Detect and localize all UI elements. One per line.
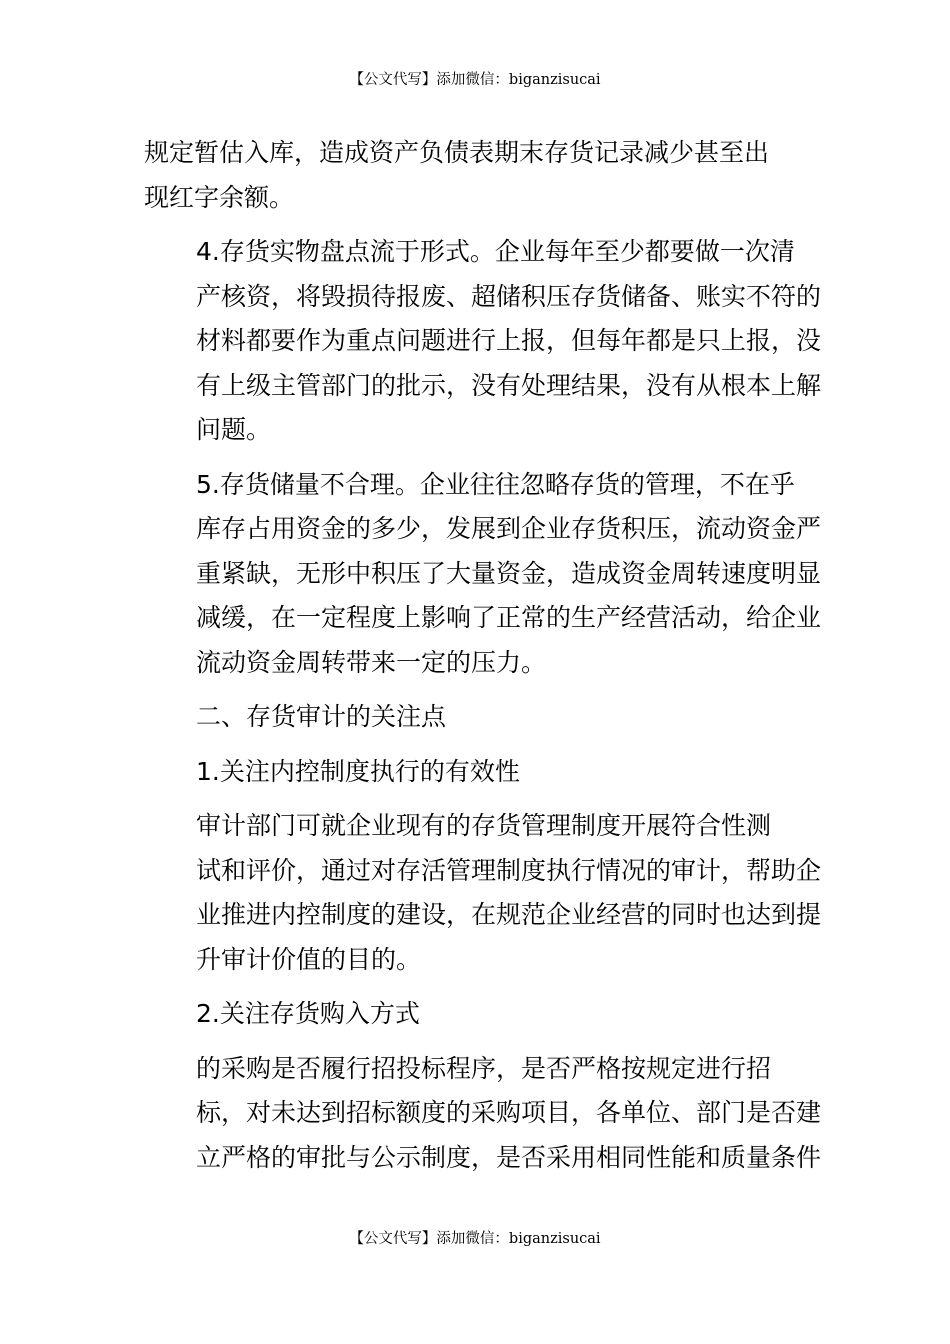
paragraph [144, 804, 822, 982]
document-body [144, 131, 822, 1190]
text-line: 流动资金周转带来一定的压力。 [196, 647, 547, 677]
text-line: 材料都要作为重点问题进行上报，但每年都是只上报，没 [196, 326, 822, 355]
text-line: 减缓，在一定程度上影响了正常的生产经营活动，给企业 [196, 603, 822, 632]
text-line: 的采购是否履行招投标程序，是否严格按规定进行招 [196, 1053, 772, 1083]
page-footer: 【公文代写】添加微信：biganzisucai [349, 1231, 601, 1247]
text-line: 业推进内控制度的建设，在规范企业经营的同时也达到提 [196, 900, 822, 929]
text-line: 4.存货实物盘点流于形式。企业每年至少都要做一次清 [196, 237, 795, 266]
text-line: 问题。 [196, 415, 272, 444]
text-line: 5.存货储量不合理。企业往往忽略存货的管理，不在乎 [196, 469, 795, 499]
text-line: 升审计价值的目的。 [196, 944, 422, 974]
paragraph [144, 131, 810, 220]
text-line: 试和评价，通过对存活管理制度执行情况的审计，帮助企 [196, 855, 822, 885]
paragraph [144, 1047, 822, 1181]
text-line: 审计部门可就企业现有的存货管理制度开展符合性测 [196, 811, 772, 840]
text-line: 产核资，将毁损待报废、超储积压存货储备、账实不符的 [196, 281, 822, 311]
text-line: 库存占用资金的多少，发展到企业存货积压，流动资金严 [196, 514, 822, 543]
paragraph [144, 695, 810, 740]
text-line: 1.关注内控制度执行的有效性 [196, 756, 520, 786]
paragraph [144, 992, 810, 1037]
text-line: 标，对未达到招标额度的采购项目，各单位、部门是否建 [196, 1098, 822, 1127]
text-line: 二、存货审计的关注点 [196, 702, 447, 731]
text-line: 现红字余额。 [144, 182, 295, 212]
paragraph [144, 230, 822, 453]
text-line: 规定暂估入库，造成资产负债表期末存货记录减少甚至出 [144, 138, 770, 167]
text-line: 有上级主管部门的批示，没有处理结果，没有从根本上解 [196, 370, 822, 400]
paragraph [144, 463, 822, 686]
text-line: 2.关注存货购入方式 [196, 999, 420, 1028]
paragraph [144, 750, 810, 795]
page-header: 【公文代写】添加微信：biganzisucai [349, 72, 601, 88]
text-line: 重紧缺，无形中积压了大量资金，造成资金周转速度明显 [196, 558, 822, 588]
text-line: 立严格的审批与公示制度，是否采用相同性能和质量条件 [196, 1142, 822, 1172]
